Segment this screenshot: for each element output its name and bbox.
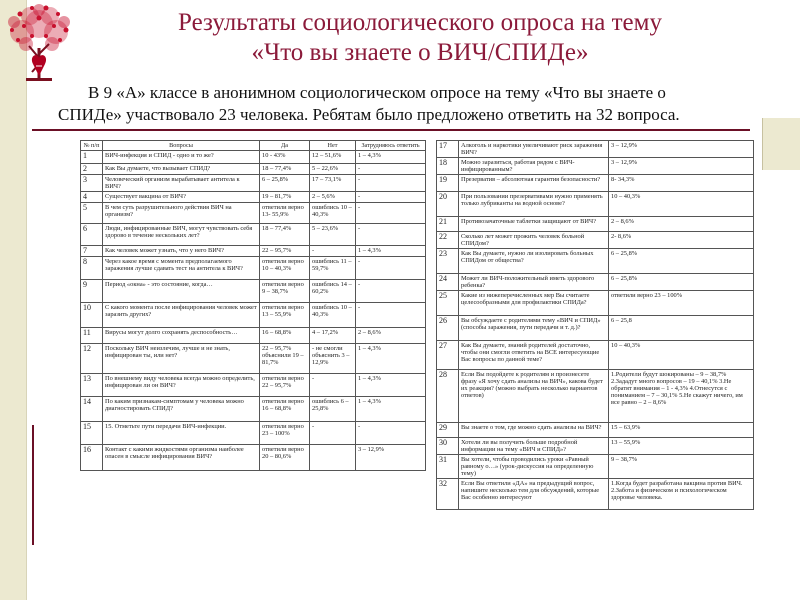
question-cell: Как Вы думаете, знаний родителей достаточно, чтобы они смогли ответить на ВСЕ интересующие Вас вопросы по данной теме?	[459, 341, 609, 370]
table-row	[437, 479, 754, 510]
answer-cell: 3 – 12,9%	[609, 158, 754, 175]
question-cell: В чем суть разрушительного действия ВИЧ на организм?	[103, 203, 260, 224]
unsure-cell: -	[356, 257, 426, 280]
unsure-cell: -	[356, 224, 426, 246]
survey-table-left	[80, 140, 426, 471]
answer-cell: 8- 34,3%	[609, 175, 754, 192]
row-number: 3	[81, 175, 103, 192]
left-accent-mark	[32, 425, 34, 545]
yes-cell: ответили верно 10 – 40,3%	[260, 257, 310, 280]
table-row	[81, 224, 426, 246]
col-header-no: Нет	[310, 141, 356, 151]
unsure-cell: -	[356, 164, 426, 175]
table-row	[437, 217, 754, 232]
no-cell: - не смогли объяснить 3 – 12,9%	[310, 344, 356, 374]
question-cell: 15. Отметьте пути передачи ВИЧ-инфекции.	[103, 422, 260, 445]
question-cell: Вирусы могут долго сохранять деспособность…	[103, 328, 260, 344]
table-row	[81, 374, 426, 397]
row-number: 22	[437, 232, 459, 249]
table-row	[81, 445, 426, 471]
no-cell: -	[310, 246, 356, 257]
question-cell: Как человек может узнать, что у него ВИЧ?	[103, 246, 260, 257]
yes-cell: 10 - 43%	[260, 151, 310, 164]
unsure-cell: -	[356, 303, 426, 328]
table-row	[437, 291, 754, 316]
no-cell: ошиблись 10 – 40,3%	[310, 303, 356, 328]
question-cell: Люди, инфицированные ВИЧ, могут чувствовать себя здорово в течение нескольких лет?	[103, 224, 260, 246]
no-cell: ошиблись 11 – 59,7%	[310, 257, 356, 280]
left-sidebar-band	[0, 0, 26, 600]
yes-cell: 22 – 95,7%	[260, 246, 310, 257]
table-row	[81, 203, 426, 224]
no-cell: -	[310, 422, 356, 445]
answer-cell: 13 – 55,9%	[609, 438, 754, 455]
row-number: 19	[437, 175, 459, 192]
answer-cell: 6 – 25,8%	[609, 274, 754, 291]
table-row	[437, 423, 754, 438]
col-header-yes: Да	[260, 141, 310, 151]
yes-cell: ответили верно 13 – 55,9%	[260, 303, 310, 328]
yes-cell: ответили верно 22 – 95,7%	[260, 374, 310, 397]
no-cell: ошиблись 14 – 60,2%	[310, 280, 356, 303]
yes-cell: 22 – 95,7% объяснили 19 – 81,7%	[260, 344, 310, 374]
table-row	[437, 141, 754, 158]
question-cell: Если Вы подойдете к родителям и произнесете фразу «Я хочу сдать анализы на ВИЧ», какова будет их реакция? (можно выбрать несколько вариантов ответов)	[459, 370, 609, 423]
row-number: 21	[437, 217, 459, 232]
table-row	[81, 397, 426, 422]
question-cell: Может ли ВИЧ-положительный иметь здорового ребенка?	[459, 274, 609, 291]
table-row	[437, 316, 754, 341]
table-row	[437, 175, 754, 192]
unsure-cell: 3 – 12,9%	[356, 445, 426, 471]
no-cell: 17 – 73,1%	[310, 175, 356, 192]
question-cell: По внешнему виду человека всегда можно определить, инфицирован ли он ВИЧ?	[103, 374, 260, 397]
answer-cell: 2- 8,6%	[609, 232, 754, 249]
table-row	[437, 158, 754, 175]
row-number: 11	[81, 328, 103, 344]
no-cell: 12 – 51,6%	[310, 151, 356, 164]
answer-cell: 15 – 63,9%	[609, 423, 754, 438]
question-cell: Какие из нижеперечисленных мер Вы считаете целесообразными для профилактики СПИДа?	[459, 291, 609, 316]
row-number: 15	[81, 422, 103, 445]
question-cell: Вы обсуждаете с родителями тему «ВИЧ и СПИД» (способы заражения, пути передачи и т. д.)?	[459, 316, 609, 341]
unsure-cell: -	[356, 192, 426, 203]
no-cell: ошиблись 10 – 40,3%	[310, 203, 356, 224]
intro-line-1: В 9 «А» классе в анонимном социологическом опросе на тему «Что вы знаете о	[88, 83, 666, 102]
divider-rule	[32, 129, 750, 131]
answer-cell: 1.Родители будут шокированы – 9 – 38,7% 2.Зададут много вопросов – 19 – 40,1% 3.Не обратят внимания – 1 - 4,3% 4.Отнесутся с пониманием – 7 – 30,1% 5.Не скажут ничего, им все равно – 2 – 8,6%	[609, 370, 754, 423]
question-cell: Как Вы думаете, что вызывает СПИД?	[103, 164, 260, 175]
page-title	[140, 8, 700, 68]
row-number: 23	[437, 249, 459, 274]
row-number: 26	[437, 316, 459, 341]
table-row	[437, 274, 754, 291]
question-cell: Противозачаточные таблетки защищают от ВИЧ?	[459, 217, 609, 232]
table-row	[437, 249, 754, 274]
table-header-row	[81, 141, 426, 151]
table-row	[81, 192, 426, 203]
no-cell: 4 – 17,2%	[310, 328, 356, 344]
table-row	[437, 341, 754, 370]
question-cell: Можно заразиться, работая рядом с ВИЧ-инфицированным?	[459, 158, 609, 175]
no-cell	[310, 445, 356, 471]
question-cell: Сколько лет может прожить человек больной СПИДом?	[459, 232, 609, 249]
answer-cell: 6 – 25,8	[609, 316, 754, 341]
row-number: 24	[437, 274, 459, 291]
question-cell: Алкоголь и наркотики увеличивают риск заражения ВИЧ?	[459, 141, 609, 158]
table-row	[437, 192, 754, 217]
col-header-unsure: Затрудняюсь ответить	[356, 141, 426, 151]
row-number: 18	[437, 158, 459, 175]
question-cell: Человеческий организм вырабатывает антитела к ВИЧ?	[103, 175, 260, 192]
row-number: 1	[81, 151, 103, 164]
row-number: 14	[81, 397, 103, 422]
table-row	[81, 328, 426, 344]
table-row	[81, 257, 426, 280]
row-number: 12	[81, 344, 103, 374]
table-row	[437, 455, 754, 479]
table-row	[81, 303, 426, 328]
col-header-question: Вопросы	[103, 141, 260, 151]
no-cell: -	[310, 374, 356, 397]
question-cell: Вы хотели, чтобы проводились уроки «Равный равному о…» (урок-дискуссия на определенную тему)	[459, 455, 609, 479]
row-number: 5	[81, 203, 103, 224]
table-row	[81, 280, 426, 303]
intro-line-2: СПИДе» участвовало 23 человека. Ребятам было предложено ответить на 32 вопроса.	[58, 105, 680, 124]
answer-cell: 2 – 8,6%	[609, 217, 754, 232]
question-cell: Период «окна» - это состояние, когда…	[103, 280, 260, 303]
question-cell: ВИЧ-инфекция и СПИД - одно и то же?	[103, 151, 260, 164]
row-number: 8	[81, 257, 103, 280]
ribbon-tree-icon	[2, 2, 76, 86]
question-cell: Вы знаете о том, где можно сдать анализы на ВИЧ?	[459, 423, 609, 438]
row-number: 29	[437, 423, 459, 438]
row-number: 30	[437, 438, 459, 455]
table-row	[437, 232, 754, 249]
question-cell: Существует вакцина от ВИЧ?	[103, 192, 260, 203]
answer-cell: 10 – 40,3%	[609, 192, 754, 217]
unsure-cell: -	[356, 175, 426, 192]
yes-cell: 16 – 68,8%	[260, 328, 310, 344]
right-decor-block	[762, 118, 800, 170]
no-cell: ошиблись 6 – 25,8%	[310, 397, 356, 422]
table-row	[437, 438, 754, 455]
unsure-cell: -	[356, 203, 426, 224]
yes-cell: 6 – 25,8%	[260, 175, 310, 192]
unsure-cell: -	[356, 422, 426, 445]
yes-cell: ответили верно 23 – 100%	[260, 422, 310, 445]
table-row	[81, 151, 426, 164]
row-number: 6	[81, 224, 103, 246]
row-number: 13	[81, 374, 103, 397]
row-number: 25	[437, 291, 459, 316]
answer-cell: ответили верно 23 – 100%	[609, 291, 754, 316]
row-number: 20	[437, 192, 459, 217]
row-number: 10	[81, 303, 103, 328]
answer-cell: 6 – 25,8%	[609, 249, 754, 274]
sidebar-divider	[26, 0, 27, 600]
table-row	[437, 370, 754, 423]
row-number: 4	[81, 192, 103, 203]
row-number: 31	[437, 455, 459, 479]
no-cell: 5 – 22,6%	[310, 164, 356, 175]
question-cell: Если Вы ответили «ДА» на предыдущий вопрос, напишите несколько тем для обсуждений, которые Вас особенно интересуют	[459, 479, 609, 510]
yes-cell: ответили верно 13- 55,9%	[260, 203, 310, 224]
row-number: 9	[81, 280, 103, 303]
question-cell: С какого момента после инфицирования человек может заразить других?	[103, 303, 260, 328]
row-number: 17	[437, 141, 459, 158]
unsure-cell: 2 – 8,6%	[356, 328, 426, 344]
row-number: 32	[437, 479, 459, 510]
question-cell: Через какое время с момента предполагаемого заражения лучше сдавать тест на антитела к ВИЧ?	[103, 257, 260, 280]
no-cell: 5 – 23,6%	[310, 224, 356, 246]
survey-table-right	[436, 140, 754, 510]
unsure-cell: 1 – 4,3%	[356, 344, 426, 374]
intro-text	[58, 82, 738, 126]
row-number: 7	[81, 246, 103, 257]
question-cell: По каким признакам-симптомам у человека можно диагностировать СПИД?	[103, 397, 260, 422]
question-cell: Контакт с какими жидкостями организма наиболее опасен в смысле инфицирования ВИЧ?	[103, 445, 260, 471]
yes-cell: ответили верно 16 – 68,8%	[260, 397, 310, 422]
question-cell: Презерватив – абсолютная гарантия безопасности?	[459, 175, 609, 192]
question-cell: Как Вы думаете, нужно ли изолировать больных СПИДом от общества?	[459, 249, 609, 274]
yes-cell: 18 – 77,4%	[260, 164, 310, 175]
row-number: 2	[81, 164, 103, 175]
answer-cell: 3 – 12,9%	[609, 141, 754, 158]
row-number: 28	[437, 370, 459, 423]
answer-cell: 10 – 40,3%	[609, 341, 754, 370]
table-row	[81, 422, 426, 445]
answer-cell: 9 – 38,7%	[609, 455, 754, 479]
unsure-cell: 1 – 4,3%	[356, 246, 426, 257]
table-row	[81, 164, 426, 175]
yes-cell: 19 – 81,7%	[260, 192, 310, 203]
table-row	[81, 175, 426, 192]
row-number: 27	[437, 341, 459, 370]
question-cell: При пользовании презервативами нужно применять только лубриканты на водной основе?	[459, 192, 609, 217]
title-line-1: Результаты социологического опроса на тему	[178, 9, 662, 36]
table-row	[81, 344, 426, 374]
answer-cell: 1.Когда будет разработана вакцина против ВИЧ. 2.Забота и физическом и психологическом здоровье человека.	[609, 479, 754, 510]
right-decor-line	[762, 118, 763, 170]
row-number: 16	[81, 445, 103, 471]
col-header-num: № п/п	[81, 141, 103, 151]
yes-cell: ответили верно 20 – 80,6%	[260, 445, 310, 471]
title-line-2: «Что вы знаете о ВИЧ/СПИДе»	[251, 39, 589, 66]
unsure-cell: 1 – 4,3%	[356, 151, 426, 164]
table-row	[81, 246, 426, 257]
unsure-cell: -	[356, 280, 426, 303]
no-cell: 2 – 5,6%	[310, 192, 356, 203]
unsure-cell: 1 – 4,3%	[356, 397, 426, 422]
question-cell: Поскольку ВИЧ неизлечим, лучше и не знать, инфицирован ты, или нет?	[103, 344, 260, 374]
unsure-cell: 1 – 4,3%	[356, 374, 426, 397]
question-cell: Хотели ли вы получить больше подробной информации на тему «ВИЧ и СПИД»?	[459, 438, 609, 455]
yes-cell: 18 – 77,4%	[260, 224, 310, 246]
yes-cell: ответили верно 9 – 38,7%	[260, 280, 310, 303]
